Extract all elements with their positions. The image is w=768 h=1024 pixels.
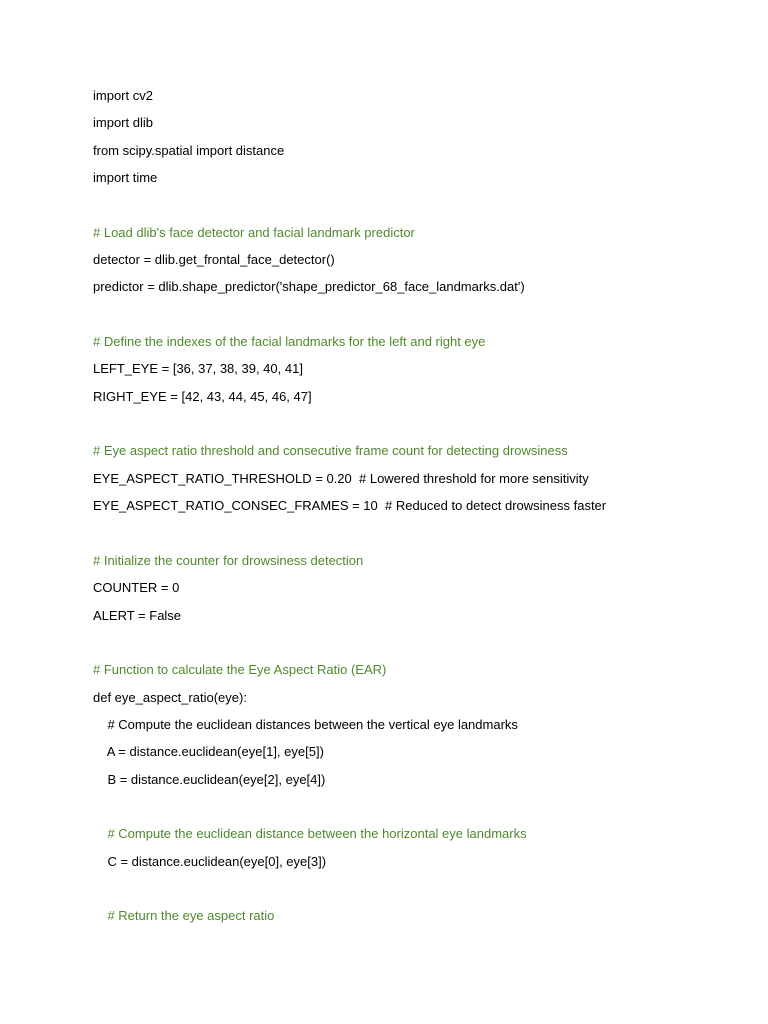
comment-line: # Return the eye aspect ratio (93, 908, 275, 924)
blank-line (93, 797, 733, 824)
code-line: B = distance.euclidean(eye[2], eye[4]) (93, 771, 326, 787)
code-line: C = distance.euclidean(eye[0], eye[3]) (93, 853, 327, 869)
code-line: def eye_aspect_ratio(eye): (93, 689, 247, 705)
comment-line: # Load dlib's face detector and facial landmark predictor (93, 224, 415, 240)
code-listing (93, 86, 733, 934)
code-line: detector = dlib.get_frontal_face_detector() (93, 252, 335, 268)
blank-line (93, 879, 733, 906)
code-line: A = distance.euclidean(eye[1], eye[5]) (93, 744, 324, 760)
code-line: COUNTER = 0 (93, 580, 180, 596)
blank-line (93, 633, 733, 660)
comment-line: # Initialize the counter for drowsiness detection (93, 552, 364, 568)
code-line: predictor = dlib.shape_predictor('shape_predictor_68_face_landmarks.dat') (93, 279, 525, 295)
code-line: # Compute the euclidean distances between the vertical eye landmarks (93, 716, 518, 732)
blank-line (93, 414, 733, 441)
code-line: import dlib (93, 115, 153, 131)
blank-line (93, 305, 733, 332)
code-line: ALERT = False (93, 607, 182, 623)
code-line: import time (93, 170, 158, 186)
comment-line: # Eye aspect ratio threshold and consecutive frame count for detecting drowsiness (93, 443, 568, 459)
code-line: EYE_ASPECT_RATIO_THRESHOLD = 0.20 # Lowered threshold for more sensitivity (93, 470, 589, 486)
comment-line: # Function to calculate the Eye Aspect Ratio (EAR) (93, 662, 387, 678)
blank-line (93, 524, 733, 551)
code-line: RIGHT_EYE = [42, 43, 44, 45, 46, 47] (93, 388, 312, 404)
comment-line: # Compute the euclidean distance between the horizontal eye landmarks (93, 826, 527, 842)
code-line: EYE_ASPECT_RATIO_CONSEC_FRAMES = 10 # Reduced to detect drowsiness faster (93, 498, 607, 514)
code-line: from scipy.spatial import distance (93, 142, 285, 158)
code-line: import cv2 (93, 88, 153, 103)
comment-line: # Define the indexes of the facial landmarks for the left and right eye (93, 334, 486, 350)
blank-line (93, 195, 733, 222)
code-line: LEFT_EYE = [36, 37, 38, 39, 40, 41] (93, 361, 303, 377)
